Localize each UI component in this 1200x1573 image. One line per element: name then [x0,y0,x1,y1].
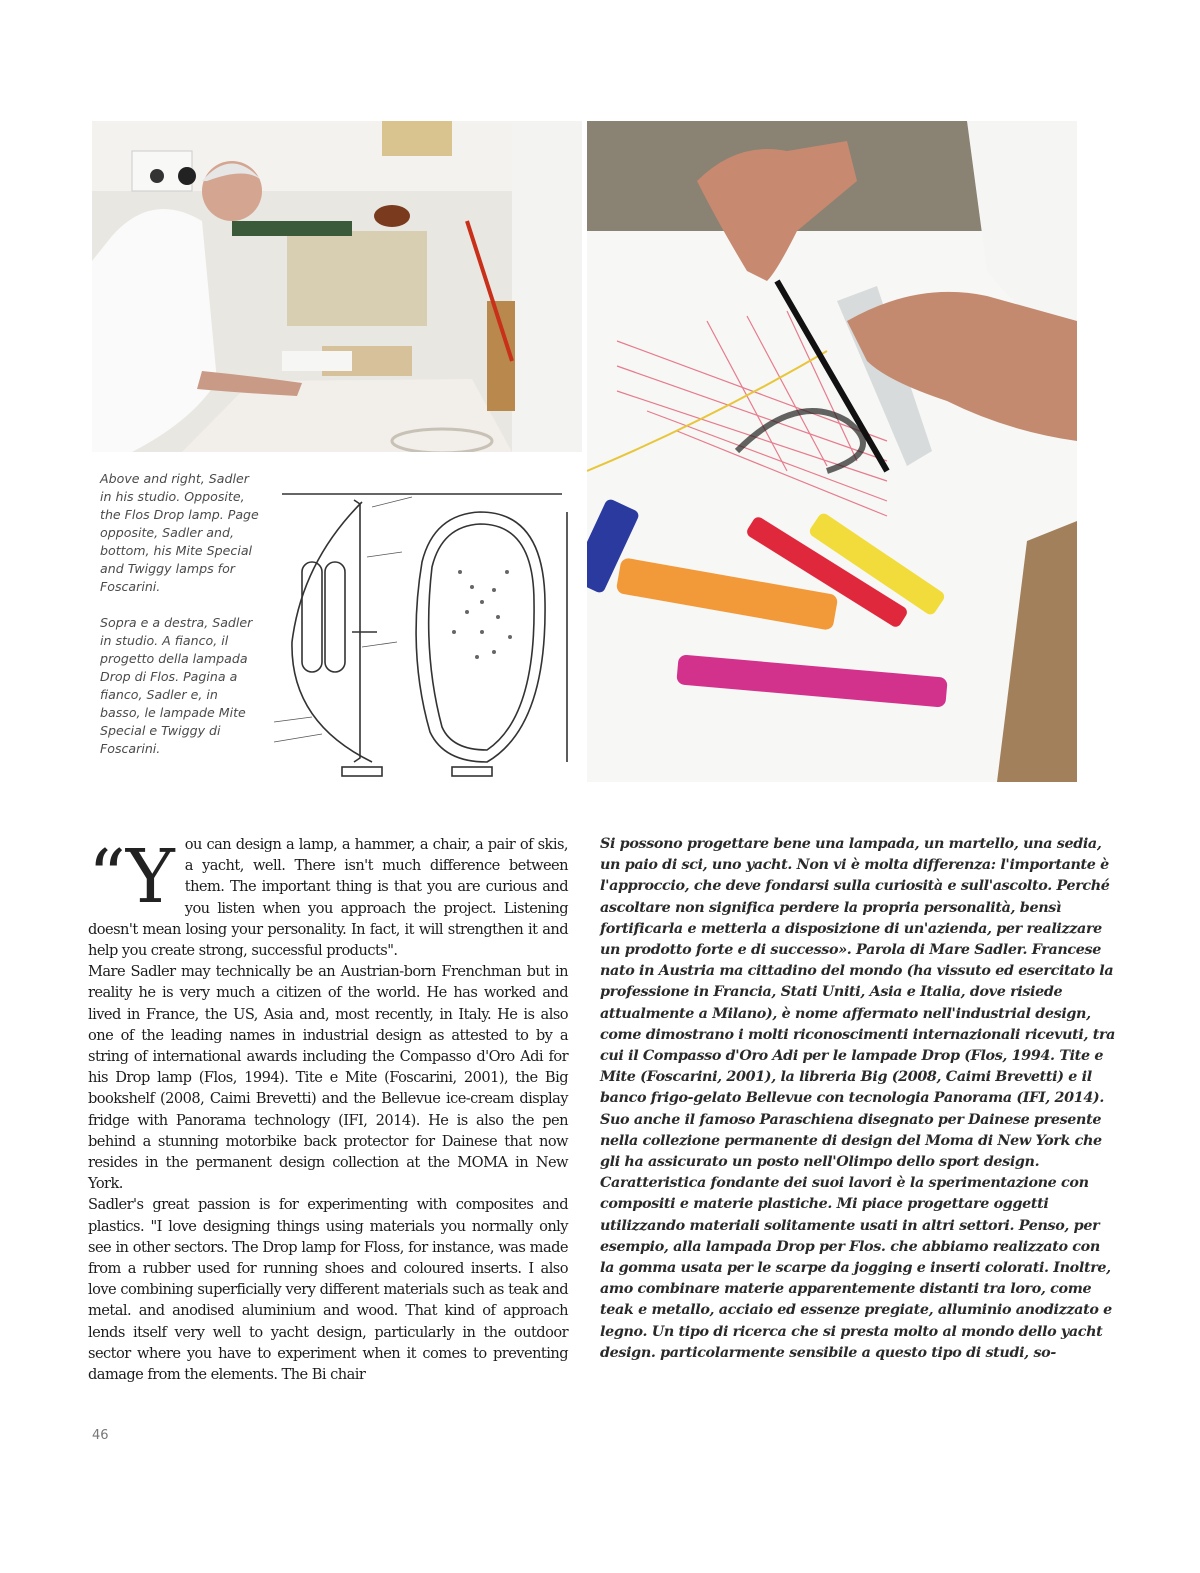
article-column-english [88,834,568,1385]
article-column-italian [600,834,1118,1364]
photo-caption-italian: Sopra e a destra, Sadler in studio. A fianco, il progetto della lampada Drop di Flos. Pagina a fianco, Sadler e, in basso, le lampade Mite Special e Twiggy di Foscarini. [100,615,253,756]
paragraph-en-3: Sadler's great passion is for experimenting with composites and plastics. "I love designing things using materials you normally only see in other sectors. The Drop lamp for Floss, for instance, was made from a rubber used for running shoes and coloured inserts. I also love combining superficially very different materials such as teak and metal. and anodised aluminium and wood. That kind of approach lends itself very well to yacht design, particularly in the outdoor sector where you have to experiment when it comes to preventing damage from the elements. The Bi chair [88,1196,568,1384]
paragraph-it-2: Caratteristica fondante dei suoi lavori è la sperimentazione con compositi e materie plastiche. Mi piace progettare oggetti utilizzando materiali solitamente usati in altri settori. Penso, per esempio, alla lampada Drop per Flos. che abbiamo realizzato con la gomma usata per le scarpe da jogging e inserti colorati. Inoltre, amo combinare materie apparentemente distanti tra loro, come teak e metallo, acciaio ed essenze pregiate, alluminio anodizzato e legno. Un tipo di ricerca che si presta molto al mondo dello yacht design. particolarmente sensibile a questo tipo di studi, so- [600,1175,1112,1361]
photo-sadler-studio [92,121,582,452]
dropcap [88,834,173,920]
quote-mark: “ [88,834,126,920]
photo-caption-english: Above and right, Sadler in his studio. Opposite, the Flos Drop lamp. Page opposite, Sadler and, bottom, his Mite Special and Twiggy lamps for Foscarini. [100,471,259,594]
photo-hands-drawing [587,121,1077,782]
paragraph-en-1: ou can design a lamp, a hammer, a chair, a pair of skis, a yacht, well. There isn't much difference between them. The important thing is that you are curious and you listen when you approach the project. Listening doesn't mean losing your personality. In fact, it will strengthen it and help you create strong, successful products". [88,836,568,960]
paragraph-en-2: Mare Sadler may technically be an Austrian-born Frenchman but in reality he is very much a citizen of the world. He has worked and lived in France, the US, Asia and, most recently, in Italy. He is also one of the leading names in industrial design as attested to by a string of international awards including the Compasso d'Oro Adi for his Drop lamp (Flos, 1994). Tite e Mite (Foscarini, 2001), the Big bookshelf (2008, Caimi Brevetti) and the Bellevue ice-cream display fridge with Panorama technology (IFI, 2014). He is also the pen behind a stunning motorbike back protector for Dainese that now resides in the permanent design collection at the MOMA in New York. [88,963,568,1193]
page-number: 46 [92,1428,109,1443]
paragraph-it-1: Si possono progettare bene una lampada, un martello, una sedia, un paio di sci, uno yacht. Non vi è molta differenza: l'importante è l'approccio, che deve fondarsi sulla curiosità e sull'ascolto. Perché ascoltare non significa perdere la propria personalità, bensì fortificarla e metterla a disposizione di un'azienda, per realizzare un prodotto forte e di successo». Parola di Mare Sadler. Francese nato in Austria ma cittadino del mondo (ha vissuto ed esercitato la professione in Francia, Stati Uniti, Asia e Italia, dove risiede attualmente a Milano), è nome affermato nell'industrial design, come dimostrano i molti riconoscimenti internazionali ricevuti, tra cui il Compasso d'Oro Adi per le lampade Drop (Flos, 1994. Tite e Mite (Foscarini, 2001), la libreria Big (2008, Caimi Brevetti) e il banco frigo-gelato Bellevue con tecnologia Panorama (IFI, 2014). Suo anche il famoso Paraschiena disegnato per Dainese presente nella collezione permanente di design del Moma di New York che gli ha assicurato un posto nell'Olimpo dello sport design. [600,836,1116,1171]
dropcap-letter: Y [125,834,173,920]
drop-lamp-sketch [262,472,582,778]
